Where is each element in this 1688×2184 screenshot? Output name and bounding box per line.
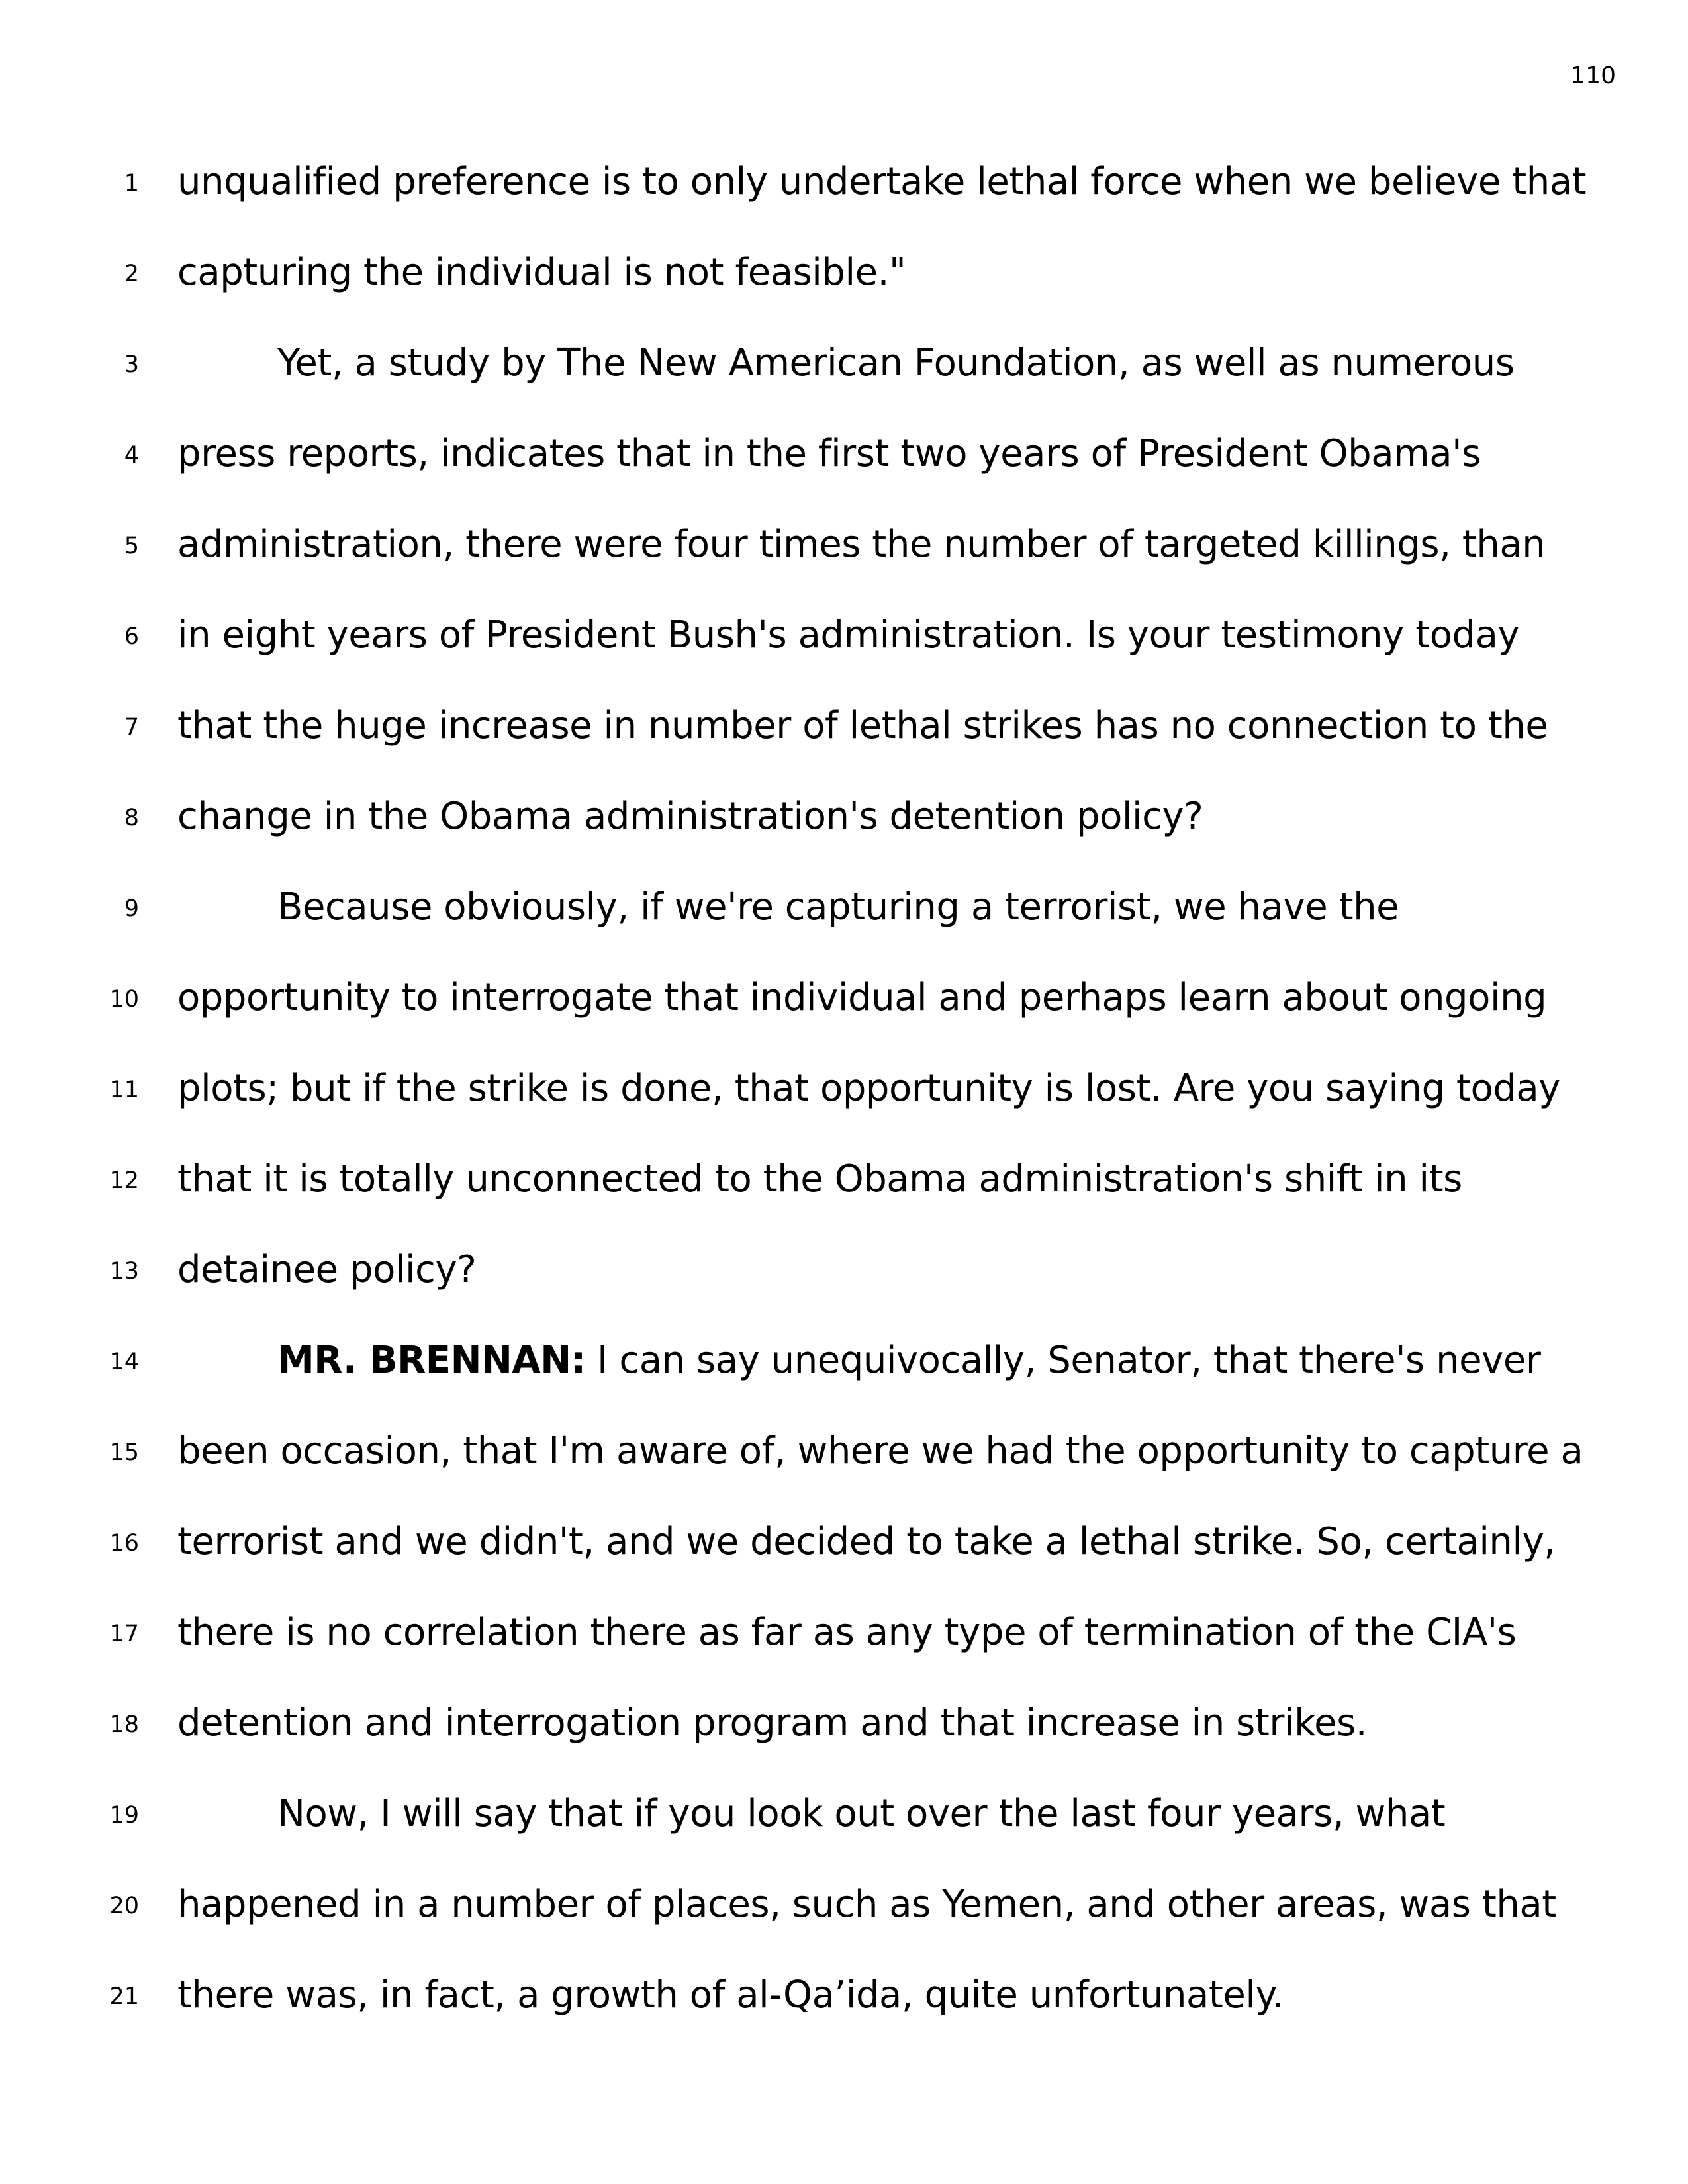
- transcript-line: [0, 1514, 1688, 1573]
- transcript-line: [0, 1876, 1688, 1936]
- transcript-line: [0, 607, 1688, 666]
- transcript-line: [0, 1242, 1688, 1301]
- transcript-line: [0, 1695, 1688, 1754]
- transcript-line: [0, 970, 1688, 1029]
- line-number: 9: [124, 895, 139, 922]
- transcript-line: [0, 1786, 1688, 1845]
- line-text: plots; but if the strike is done, that opportunity is lost. Are you saying today: [177, 1067, 1560, 1110]
- speaker-statement: I can say unequivocally, Senator, that there's never: [585, 1339, 1541, 1382]
- line-number: 14: [109, 1349, 139, 1375]
- transcript-line: [0, 879, 1688, 938]
- line-text: [277, 1340, 1540, 1381]
- line-text: that it is totally unconnected to the Obama administration's shift in its: [177, 1158, 1462, 1201]
- line-text: happened in a number of places, such as Yemen, and other areas, was that: [177, 1883, 1556, 1926]
- line-number: 20: [109, 1893, 139, 1919]
- line-number: 16: [109, 1530, 139, 1557]
- line-number: 4: [124, 442, 139, 469]
- line-number: 19: [109, 1802, 139, 1829]
- line-text: there was, in fact, a growth of al-Qa’ida, quite unfortunately.: [177, 1974, 1284, 2017]
- page-number: 110: [1570, 62, 1616, 89]
- transcript-line: [0, 244, 1688, 304]
- line-text: change in the Obama administration's detention policy?: [177, 795, 1203, 838]
- line-number: 5: [124, 533, 139, 559]
- line-text: that the huge increase in number of lethal strikes has no connection to the: [177, 704, 1548, 747]
- line-text: in eight years of President Bush's administration. Is your testimony today: [177, 614, 1520, 657]
- line-number: 21: [109, 1983, 139, 2010]
- line-number: 6: [124, 623, 139, 650]
- line-number: 18: [109, 1711, 139, 1738]
- transcript-line: [0, 1151, 1688, 1210]
- line-number: 17: [109, 1621, 139, 1647]
- line-number: 7: [124, 714, 139, 741]
- transcript-line: [0, 1967, 1688, 2026]
- transcript-line: [0, 426, 1688, 485]
- transcript-line: [0, 698, 1688, 757]
- transcript-line: [0, 516, 1688, 576]
- line-number: 1: [124, 170, 139, 197]
- transcript-line: [0, 1332, 1688, 1392]
- line-number: 3: [124, 351, 139, 378]
- line-text: Yet, a study by The New American Foundation, as well as numerous: [277, 341, 1515, 385]
- line-number: 2: [124, 261, 139, 287]
- line-text: opportunity to interrogate that individual and perhaps learn about ongoing: [177, 976, 1547, 1019]
- line-text: terrorist and we didn't, and we decided to take a lethal strike. So, certainly,: [177, 1520, 1556, 1563]
- line-number: 12: [109, 1167, 139, 1194]
- line-text: capturing the individual is not feasible.": [177, 251, 906, 294]
- line-text: detention and interrogation program and that increase in strikes.: [177, 1702, 1368, 1745]
- transcript-line: [0, 1604, 1688, 1664]
- line-number: 15: [109, 1439, 139, 1466]
- line-number: 10: [109, 986, 139, 1013]
- line-number: 11: [109, 1077, 139, 1103]
- transcript-line: [0, 788, 1688, 848]
- speaker-label: MR. BRENNAN:: [277, 1339, 586, 1382]
- line-text: been occasion, that I'm aware of, where we had the opportunity to capture a: [177, 1430, 1583, 1473]
- transcript-line: [0, 1060, 1688, 1120]
- line-text: press reports, indicates that in the first two years of President Obama's: [177, 432, 1481, 475]
- line-number: 13: [109, 1258, 139, 1285]
- line-number: 8: [124, 805, 139, 831]
- transcript-line: [0, 335, 1688, 394]
- line-text: unqualified preference is to only undertake lethal force when we believe that: [177, 160, 1587, 203]
- line-text: administration, there were four times the number of targeted killings, than: [177, 523, 1546, 566]
- line-text: Because obviously, if we're capturing a terrorist, we have the: [277, 886, 1399, 929]
- transcript-line: [0, 154, 1688, 213]
- line-text: detainee policy?: [177, 1248, 477, 1291]
- line-text: there is no correlation there as far as any type of termination of the CIA's: [177, 1611, 1517, 1654]
- transcript-line: [0, 1423, 1688, 1482]
- line-text: Now, I will say that if you look out over the last four years, what: [277, 1792, 1446, 1835]
